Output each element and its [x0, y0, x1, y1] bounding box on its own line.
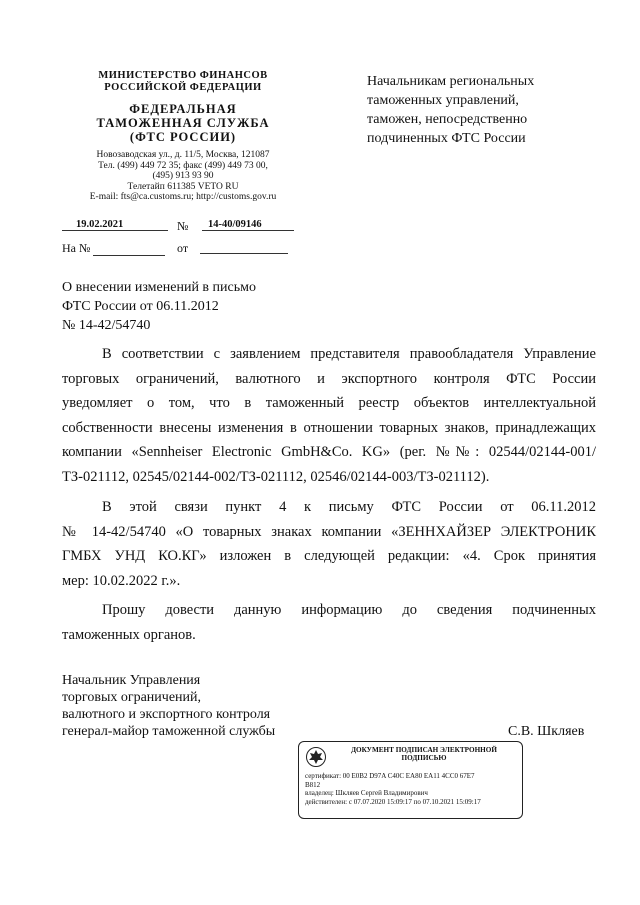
- body-line: таможенных органов.: [62, 626, 196, 643]
- registration-line: [62, 219, 292, 231]
- signatory-line: валютного и экспортного контроля: [62, 707, 271, 722]
- stamp-heading-line: ДОКУМЕНТ ПОДПИСАН ЭЛЕКТРОННОЙ: [351, 746, 497, 754]
- subject-line: № 14-42/54740: [62, 318, 151, 333]
- subject-line: ФТС России от 06.11.2012: [62, 299, 219, 314]
- reference-line: [62, 241, 292, 256]
- stamp-validity: действителен: с 07.07.2020 15:09:17 по 07.10.2021 15:09:17: [305, 797, 481, 806]
- signatory-line: Начальник Управления: [62, 673, 201, 688]
- contact-phone-2: (495) 913 93 90: [152, 171, 214, 181]
- stamp-details: [305, 772, 517, 806]
- signatory-line: торговых ограничений,: [62, 690, 202, 705]
- ref-from: от: [177, 241, 189, 255]
- contact-email: E-mail: fts@ca.customs.ru; http://customs.gov.ru: [89, 192, 277, 202]
- body-line: собственности внесены изменения в отношении товарных знаков, принадлежащих: [62, 419, 596, 436]
- body-line: В соответствии с заявлением представителя правообладателя Управление: [102, 346, 596, 362]
- subject: [62, 278, 322, 335]
- paragraph-1: [62, 342, 596, 489]
- number-sign: №: [177, 219, 189, 233]
- stamp-owner: владелец: Шкляев Сергей Владимирович: [305, 789, 428, 798]
- signatory-line: генерал-майор таможенной службы: [62, 724, 276, 739]
- stamp-heading: [331, 746, 517, 763]
- addressee: [367, 72, 607, 148]
- body-line: уведомляет о том, что в таможенный реестр объектов интеллектуальной: [62, 395, 596, 411]
- ministry-line-2: РОССИЙСКОЙ ФЕДЕРАЦИИ: [104, 82, 262, 93]
- addressee-line: Начальникам региональных: [367, 74, 535, 89]
- body-line: ТЗ-021112, 02545/02144-002/ТЗ-021112, 02546/02144-003/ТЗ-021112).: [62, 468, 490, 485]
- contact-teletype: Телетайп 611385 VETO RU: [127, 181, 239, 192]
- service-line-2: ТАМОЖЕННАЯ СЛУЖБА: [96, 116, 270, 130]
- reg-date: 19.02.2021: [62, 219, 168, 231]
- ref-prefix: На №: [62, 241, 91, 255]
- e-signature-stamp: [298, 741, 523, 819]
- addressee-line: таможен, непосредственно: [367, 112, 528, 127]
- ref-date-blank: [200, 241, 288, 254]
- paragraph-3: [62, 598, 596, 647]
- addressee-line: подчиненных ФТС России: [367, 131, 526, 146]
- ministry-line-1: МИНИСТЕРСТВО ФИНАНСОВ: [98, 70, 268, 81]
- contact-address: Новозаводская ул., д. 11/5, Москва, 121087: [96, 150, 270, 160]
- stamp-certificate-cont: B812: [305, 780, 321, 789]
- body-line: торговых ограничений, валютного и экспортного контроля ФТС России: [62, 370, 596, 387]
- body-line: компании «Sennheiser Electronic GmbH&Co. KG» (рег. №№: 02544/02144-001/: [62, 444, 596, 460]
- subject-line: О внесении изменений в письмо: [62, 280, 256, 295]
- body-line: мер: 10.02.2022 г.».: [62, 572, 181, 589]
- emblem-icon: [305, 746, 327, 768]
- signatory-title: [62, 672, 322, 740]
- ref-number-blank: [93, 243, 165, 256]
- addressee-line: таможенных управлений,: [367, 93, 519, 108]
- body-line: В этой связи пункт 4 к письму ФТС России от 06.11.2012: [102, 499, 596, 515]
- body-line: Прошу довести данную информацию до сведения подчиненных: [102, 602, 596, 618]
- reg-number: 14-40/09146: [202, 219, 294, 231]
- contact-phone: Тел. (499) 449 72 35; факс (499) 449 73 00,: [98, 160, 268, 171]
- service-line-1: ФЕДЕРАЛЬНАЯ: [129, 102, 237, 116]
- paragraph-2: [62, 495, 596, 593]
- signatory-name: С.В. Шкляев: [508, 724, 585, 739]
- body-line: № 14-42/54740 «О товарных знаках компании «ЗЕННХАЙЗЕР ЭЛЕКТРОНИК: [62, 523, 596, 540]
- stamp-heading-line: ПОДПИСЬЮ: [401, 754, 447, 763]
- service-line-3: (ФТС РОССИИ): [129, 130, 237, 144]
- body-line: ГМБХ УНД КО.КГ» изложен в следующей редакции: «4. Срок принятия: [62, 548, 596, 564]
- stamp-certificate: сертификат: 00 E0B2 D97A C40C EA80 EA11 4CC0 67E7: [305, 772, 475, 780]
- letterhead: [50, 70, 316, 203]
